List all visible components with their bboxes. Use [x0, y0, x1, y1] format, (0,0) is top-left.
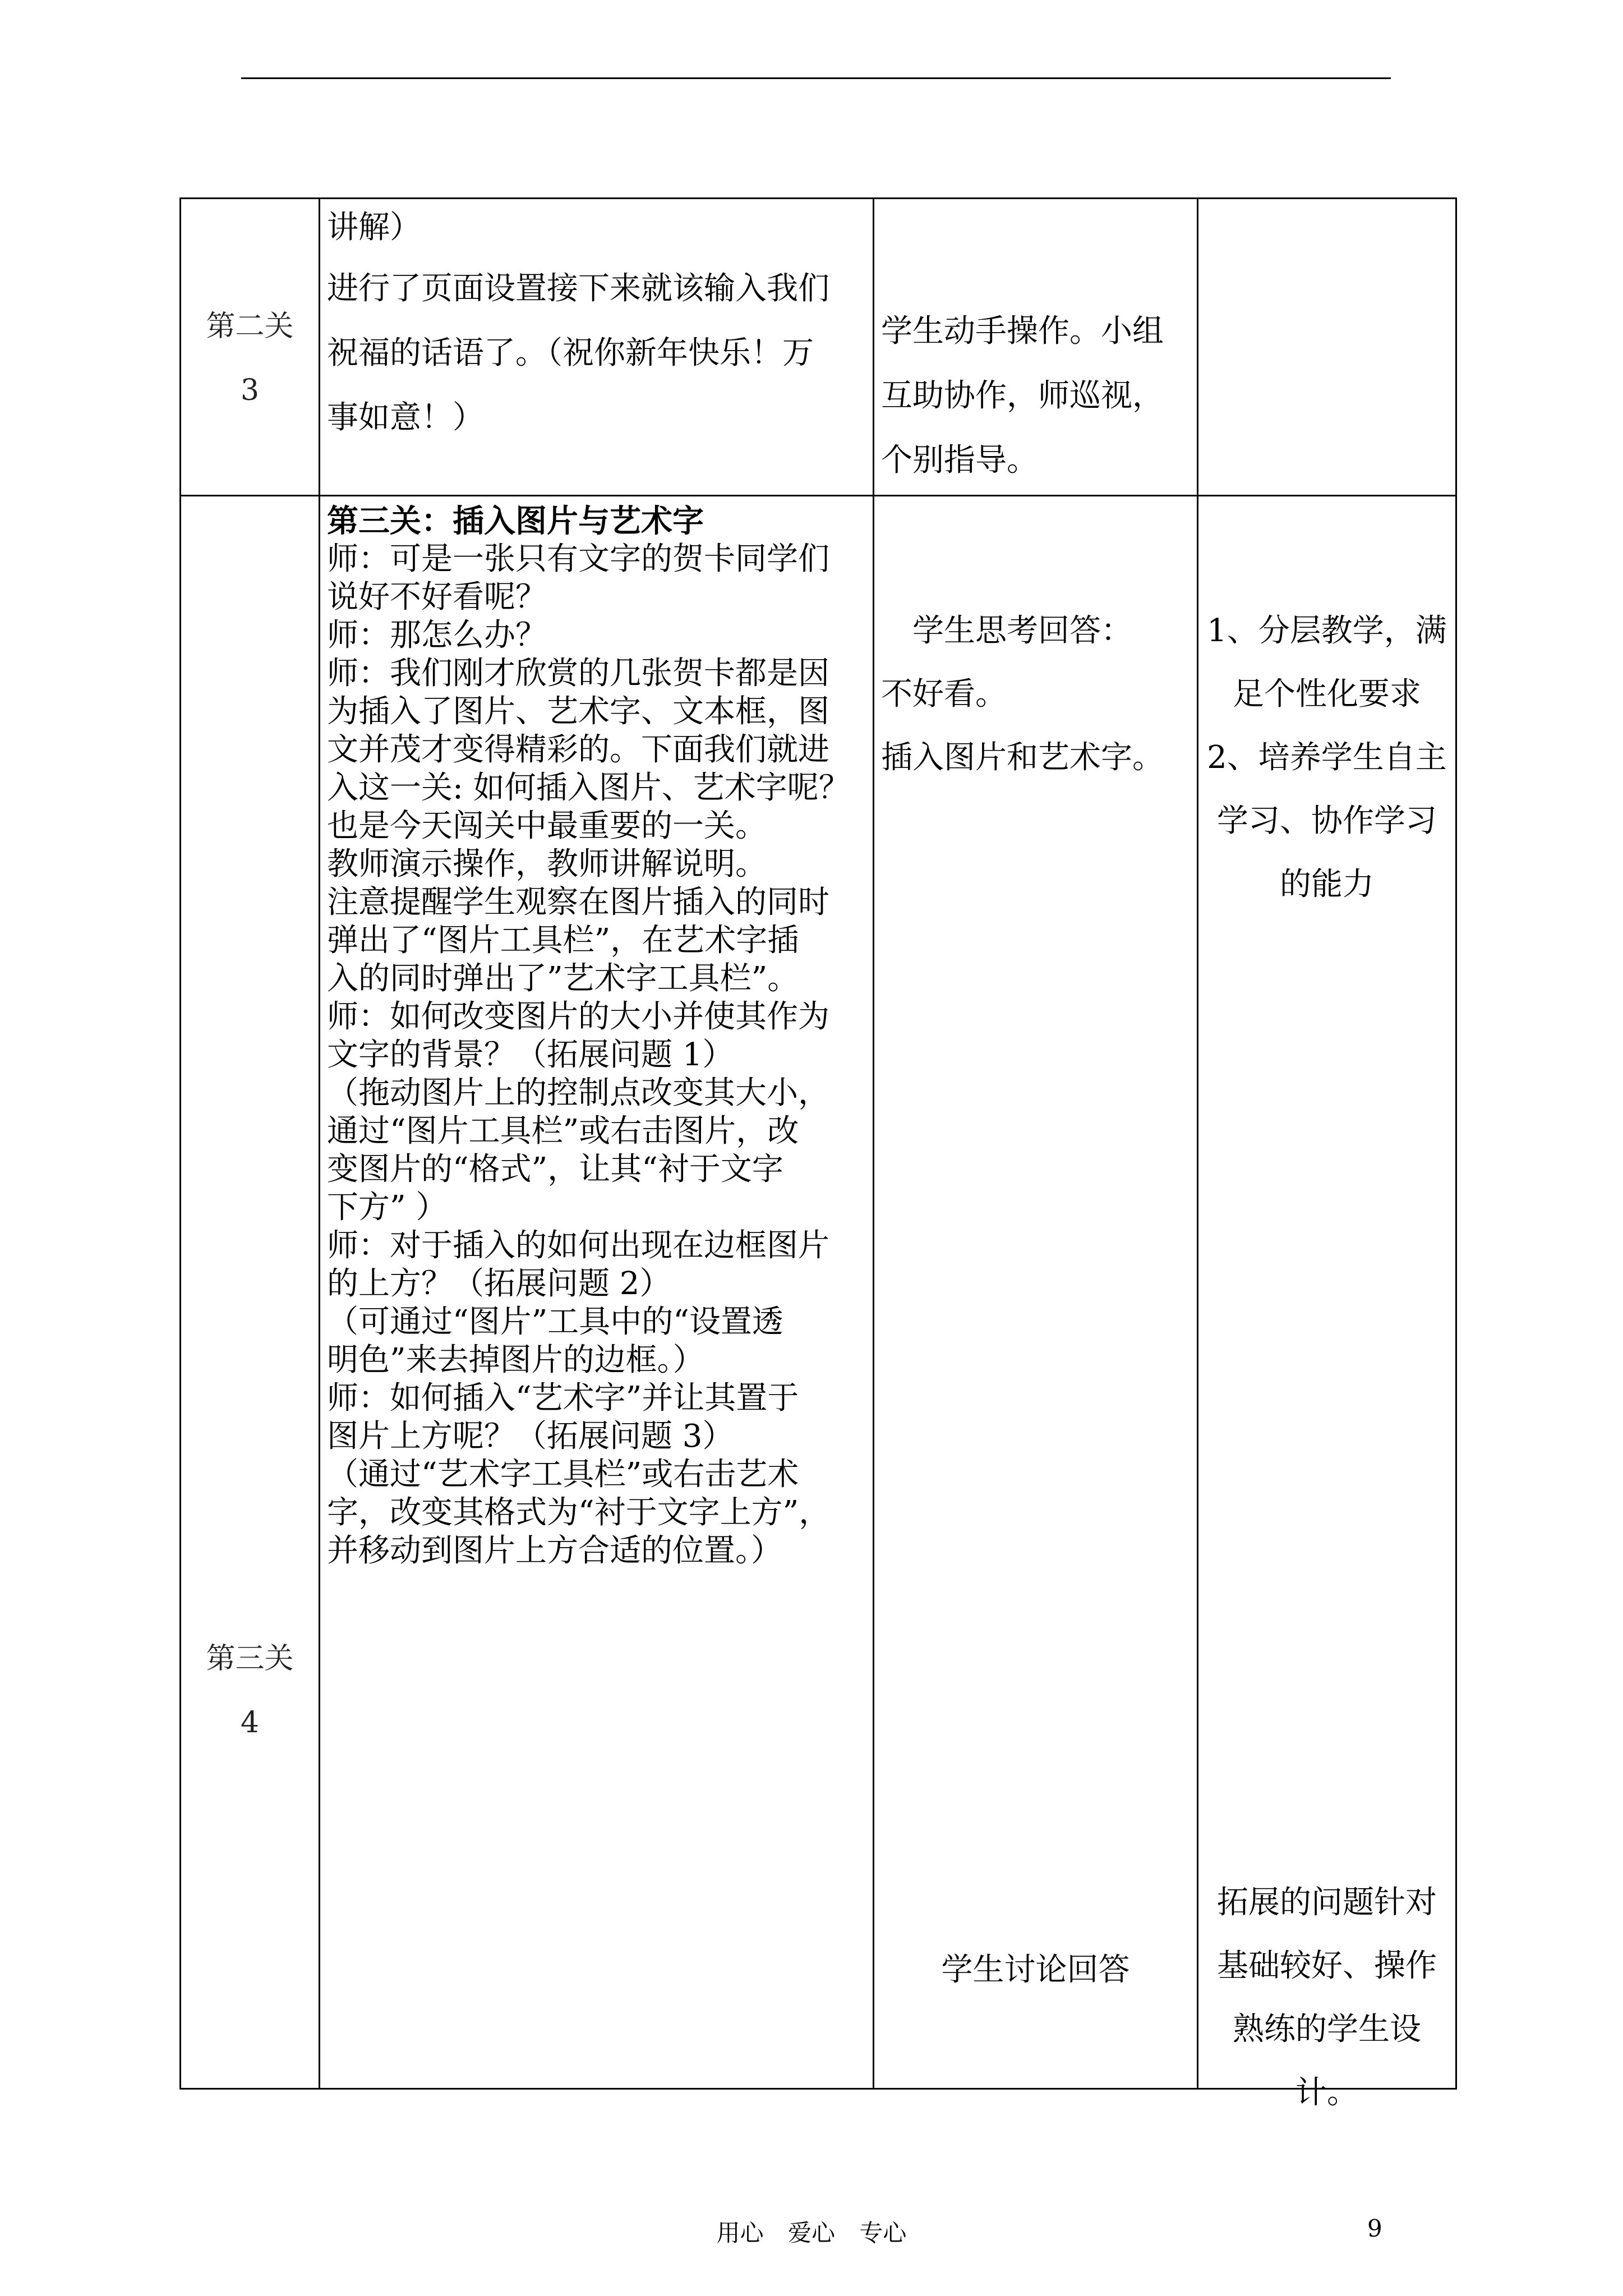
student-line: 互助协作，师巡视，	[881, 378, 1164, 414]
teacher-line: 教师演示操作，教师讲解说明。	[327, 846, 767, 882]
teacher-line: 弹出了“图片工具栏”，在艺术字插	[327, 922, 799, 959]
teacher-activity-cell	[320, 199, 874, 496]
stage-label-cell	[181, 496, 320, 2089]
design-line: 的能力	[1280, 866, 1374, 903]
teacher-line: 讲解）	[327, 209, 421, 246]
student-line: 不好看。	[881, 676, 1007, 712]
teacher-line: 明色”来去掉图片的边框。）	[327, 1342, 704, 1378]
design-intent-cell	[1198, 496, 1456, 2111]
student-discussion-text: 学生讨论回答	[941, 1952, 1130, 1988]
design-intent-cell	[1198, 199, 1456, 496]
teacher-line: 祝福的话语了。（祝你新年快乐！万	[327, 335, 814, 371]
lesson-plan-table	[179, 197, 1457, 2111]
student-line: 学生动手操作。小组	[881, 313, 1164, 349]
table-row-stage-2	[181, 199, 1456, 496]
teacher-line: 进行了页面设置接下来就该输入我们	[327, 270, 829, 307]
teacher-line: 通过“图片工具栏”或右击图片，改	[327, 1113, 799, 1149]
stage-label-number: 3	[240, 374, 260, 407]
teacher-line: 字，改变其格式为“衬于文字上方”，	[327, 1494, 831, 1531]
student-line: 学生思考回答：	[912, 613, 1132, 649]
design-line: 学习、协作学习	[1217, 803, 1437, 839]
student-activity-cell	[874, 199, 1198, 496]
design-line: 2、培养学生自主	[1207, 739, 1447, 776]
header-rule	[241, 77, 1391, 79]
teacher-line: 师：如何插入“艺术字”并让其置于	[327, 1380, 799, 1416]
stage-label-name: 第二关	[206, 310, 294, 343]
teacher-line: 入的同时弹出了”艺术字工具栏”。	[327, 960, 799, 997]
teacher-line: 的上方？（拓展问题 2）	[327, 1266, 671, 1302]
teacher-line: 也是今天闯关中最重要的一关。	[327, 808, 767, 844]
table-row-stage-3	[181, 496, 1456, 2089]
stage-label-name: 第三关	[206, 1642, 294, 1676]
teacher-line: 入这一关: 如何插入图片、艺术字呢？	[327, 770, 850, 806]
teacher-line: 下方” ）	[327, 1189, 448, 1226]
footer-motto: 用心 爱心 专心	[716, 2219, 907, 2247]
stage-label-cell	[181, 199, 320, 496]
teacher-line: 师：那怎么办？	[327, 617, 547, 654]
teacher-line: 说好不好看呢？	[327, 579, 547, 615]
teacher-line: 变图片的“格式”，让其“衬于文字	[327, 1151, 783, 1188]
teacher-line: （通过“艺术字工具栏”或右击艺术	[327, 1456, 799, 1493]
teacher-line: （拖动图片上的控制点改变其大小，	[327, 1075, 829, 1111]
teacher-line: 师：我们刚才欣赏的几张贺卡都是因	[327, 655, 829, 692]
teacher-line: 注意提醒学生观察在图片插入的同时	[327, 884, 829, 921]
design-line: 拓展的问题针对	[1217, 1884, 1437, 1921]
design-line: 熟练的学生设计。	[1233, 2011, 1421, 2111]
student-line: 个别指导。	[881, 442, 1038, 478]
teacher-line: 事如意！）	[327, 399, 484, 436]
design-line: 1、分层教学，满	[1207, 613, 1447, 649]
teacher-line: 文字的背景？（拓展问题 1）	[327, 1037, 734, 1073]
section-heading: 第三关：插入图片与艺术字	[327, 503, 704, 540]
teacher-line: 图片上方呢？（拓展问题 3）	[327, 1418, 734, 1455]
teacher-line: 并移动到图片上方合适的位置。）	[327, 1533, 782, 1569]
design-line: 基础较好、操作	[1217, 1948, 1437, 1984]
student-line: 插入图片和艺术字。	[881, 739, 1164, 776]
stage-label-number: 4	[240, 1706, 260, 1740]
teacher-line: 师：如何改变图片的大小并使其作为	[327, 999, 829, 1035]
teacher-line: 文并茂才变得精彩的。下面我们就进	[327, 731, 829, 768]
teacher-activity-cell	[320, 496, 874, 2089]
student-activity-cell	[874, 496, 1198, 2089]
page-number: 9	[1367, 2215, 1382, 2242]
teacher-line: 为插入了图片、艺术字、文本框，图	[327, 693, 829, 730]
teacher-line: 师：可是一张只有文字的贺卡同学们	[327, 541, 829, 577]
teacher-line: 师：对于插入的如何出现在边框图片	[327, 1227, 829, 1264]
teacher-line: （可通过“图片”工具中的“设置透	[327, 1304, 783, 1340]
design-line: 足个性化要求	[1233, 676, 1421, 712]
